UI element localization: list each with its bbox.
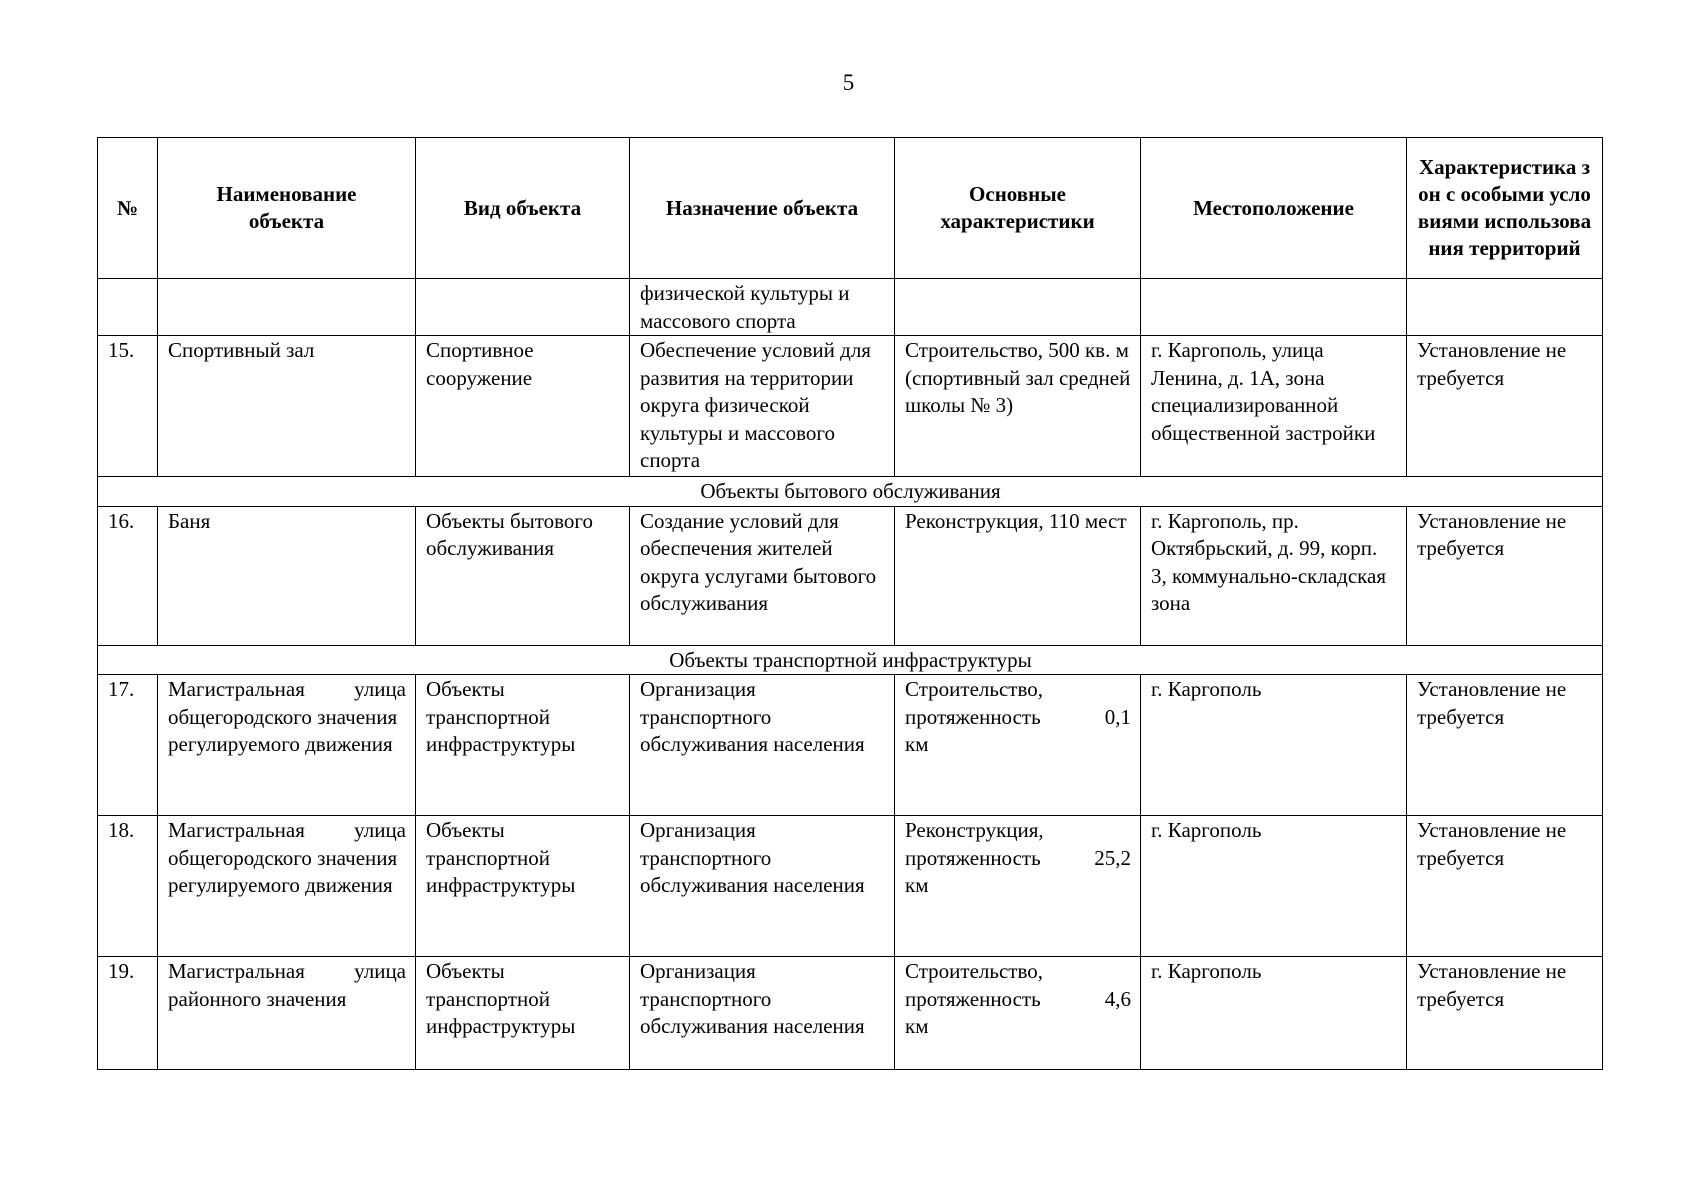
cell-name <box>158 279 416 336</box>
char-line: Строительство, <box>905 677 1043 701</box>
cell-characteristics: Реконструкция, 110 мест <box>895 506 1141 645</box>
cell-name <box>158 816 416 957</box>
cell-num: 16. <box>98 506 158 645</box>
cell-characteristics: Строительство, 500 кв. м (спортивный зал средней школы № 3) <box>895 336 1141 477</box>
header-type: Вид объекта <box>416 138 630 279</box>
page-number: 5 <box>842 70 855 95</box>
cell-location: г. Каргополь, улица Ленина, д. 1А, зона специализированной общественной застройки <box>1141 336 1407 477</box>
cell-purpose: Обеспечение условий для развития на территории округа физической культуры и массового спорта <box>630 336 895 477</box>
table-row <box>98 675 1603 816</box>
cell-purpose: Организация транспортного обслуживания населения <box>630 675 895 816</box>
cell-num: 17. <box>98 675 158 816</box>
name-line: Магистральная улица <box>168 818 406 842</box>
cell-characteristics <box>895 957 1141 1070</box>
header-num: № <box>98 138 158 279</box>
char-line: протяженность 0,1 <box>905 704 1131 729</box>
section-row <box>98 477 1603 507</box>
char-line: км <box>905 1014 929 1038</box>
header-zones: Характеристика зон с особыми условиями использования территорий <box>1407 138 1603 279</box>
cell-name <box>158 675 416 816</box>
cell-zones: Установление не требуется <box>1407 816 1603 957</box>
table-header-row <box>98 138 1603 279</box>
char-line: протяженность 25,2 <box>905 845 1131 870</box>
cell-type: Объекты транспортной инфраструктуры <box>416 957 630 1070</box>
char-line: Реконструкция, <box>905 818 1044 842</box>
header-location: Местоположение <box>1141 138 1407 279</box>
objects-table <box>97 137 1603 1070</box>
cell-zones: Установление не требуется <box>1407 506 1603 645</box>
cell-type <box>416 279 630 336</box>
table-row <box>98 336 1603 477</box>
cell-characteristics <box>895 675 1141 816</box>
table-row <box>98 506 1603 645</box>
table-row <box>98 816 1603 957</box>
cell-type: Спортивное сооружение <box>416 336 630 477</box>
cell-location: г. Каргополь, пр. Октябрьский, д. 99, корп. 3, коммунально-складская зона <box>1141 506 1407 645</box>
cell-num: 18. <box>98 816 158 957</box>
section-title-bytovoe: Объекты бытового обслуживания <box>98 477 1603 507</box>
char-line: км <box>905 873 929 897</box>
section-row <box>98 645 1603 675</box>
cell-location: г. Каргополь <box>1141 816 1407 957</box>
header-name: Наименование объекта <box>158 138 416 279</box>
char-line: км <box>905 732 929 756</box>
name-rest: общегородского значения регулируемого движения <box>168 704 398 756</box>
cell-num: 19. <box>98 957 158 1070</box>
cell-characteristics <box>895 816 1141 957</box>
table-row <box>98 957 1603 1070</box>
table-row <box>98 279 1603 336</box>
char-line: Строительство, <box>905 959 1043 983</box>
cell-name <box>158 957 416 1070</box>
cell-num: 15. <box>98 336 158 477</box>
char-line: протяженность 4,6 <box>905 986 1131 1011</box>
cell-name: Спортивный зал <box>158 336 416 477</box>
cell-type: Объекты транспортной инфраструктуры <box>416 816 630 957</box>
cell-characteristics <box>895 279 1141 336</box>
name-rest: районного значения <box>168 986 347 1011</box>
cell-purpose: Организация транспортного обслуживания населения <box>630 816 895 957</box>
cell-location: г. Каргополь <box>1141 675 1407 816</box>
cell-location: г. Каргополь <box>1141 957 1407 1070</box>
section-title-transport: Объекты транспортной инфраструктуры <box>98 645 1603 675</box>
cell-name: Баня <box>158 506 416 645</box>
cell-zones: Установление не требуется <box>1407 675 1603 816</box>
cell-location <box>1141 279 1407 336</box>
name-rest: общегородского значения регулируемого движения <box>168 845 398 897</box>
cell-zones: Установление не требуется <box>1407 336 1603 477</box>
cell-zones: Установление не требуется <box>1407 957 1603 1070</box>
cell-purpose: Организация транспортного обслуживания населения <box>630 957 895 1070</box>
name-line: Магистральная улица <box>168 959 406 983</box>
cell-type: Объекты бытового обслуживания <box>416 506 630 645</box>
header-characteristics: Основные характеристики <box>895 138 1141 279</box>
cell-zones <box>1407 279 1603 336</box>
header-purpose: Назначение объекта <box>630 138 895 279</box>
name-line: Магистральная улица <box>168 677 406 701</box>
cell-num <box>98 279 158 336</box>
cell-purpose: Создание условий для обеспечения жителей округа услугами бытового обслуживания <box>630 506 895 645</box>
cell-type: Объекты транспортной инфраструктуры <box>416 675 630 816</box>
cell-purpose: физической культуры и массового спорта <box>630 279 895 336</box>
